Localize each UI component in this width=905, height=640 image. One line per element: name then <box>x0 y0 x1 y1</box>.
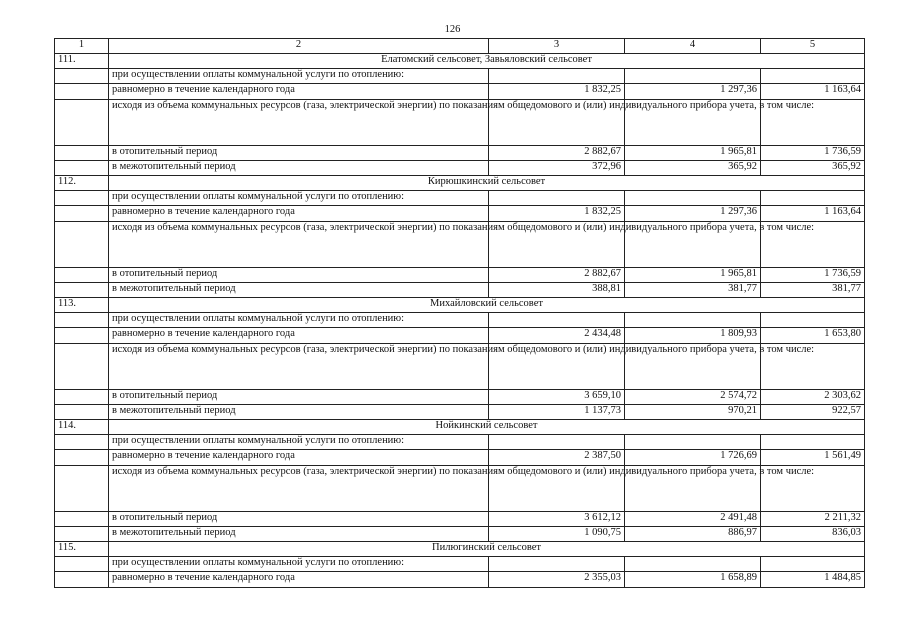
value-cell-col-4: 1 297,36 <box>625 84 761 100</box>
tariff-table-body <box>55 39 865 588</box>
value-cell-col-5: 922,57 <box>761 405 865 420</box>
value-cell-col-4: 381,77 <box>625 283 761 298</box>
row-label: в межотопительный период <box>109 405 489 420</box>
section-header-row <box>55 54 865 69</box>
consumption-row <box>55 100 865 146</box>
index-cell <box>55 344 109 390</box>
index-cell <box>55 435 109 450</box>
value-cell-col-4: 1 965,81 <box>625 146 761 161</box>
index-cell <box>55 100 109 146</box>
intro-row <box>55 191 865 206</box>
value-cell-col-3: 2 882,67 <box>489 268 625 283</box>
empty-cell <box>625 557 761 572</box>
index-cell <box>55 84 109 100</box>
index-cell <box>55 512 109 527</box>
row-label: в межотопительный период <box>109 283 489 298</box>
value-cell-col-4: 886,97 <box>625 527 761 542</box>
value-cell-col-3: 1 137,73 <box>489 405 625 420</box>
empty-cell <box>489 69 625 84</box>
column-number-row <box>55 39 865 54</box>
value-cell-col-3: 1 090,75 <box>489 527 625 542</box>
row-label: в отопительный период <box>109 390 489 405</box>
row-label: равномерно в течение календарного года <box>109 84 489 100</box>
heating-period-row <box>55 268 865 283</box>
value-cell-col-5: 1 484,85 <box>761 572 865 588</box>
index-cell <box>55 283 109 298</box>
uniform-payment-row <box>55 572 865 588</box>
column-header-5: 5 <box>761 39 865 54</box>
empty-cell <box>761 191 865 206</box>
value-cell-col-5: 1 561,49 <box>761 450 865 466</box>
section-index: 115. <box>55 542 109 557</box>
section-header-row <box>55 420 865 435</box>
row-label: при осуществлении оплаты коммунальной услуги по отоплению: <box>109 435 489 450</box>
empty-cell <box>625 313 761 328</box>
value-cell-col-3: 1 832,25 <box>489 84 625 100</box>
value-cell-col-4: 2 574,72 <box>625 390 761 405</box>
empty-cell <box>761 557 865 572</box>
value-cell-col-5: 1 736,59 <box>761 268 865 283</box>
row-label: при осуществлении оплаты коммунальной услуги по отоплению: <box>109 69 489 84</box>
row-label: в межотопительный период <box>109 161 489 176</box>
non-heating-period-row <box>55 283 865 298</box>
column-header-1: 1 <box>55 39 109 54</box>
row-label: исходя из объема коммунальных ресурсов (газа, электрической энергии) по показаниям общедомового и (или) индивидуального прибора учета, в том числе: <box>109 344 489 390</box>
uniform-payment-row <box>55 84 865 100</box>
uniform-payment-row <box>55 450 865 466</box>
section-title: Кирюшкинский сельсовет <box>109 176 865 191</box>
non-heating-period-row <box>55 527 865 542</box>
empty-cell <box>625 435 761 450</box>
section-title: Нойкинский сельсовет <box>109 420 865 435</box>
section-title: Михайловский сельсовет <box>109 298 865 313</box>
intro-row <box>55 435 865 450</box>
index-cell <box>55 466 109 512</box>
row-label: в межотопительный период <box>109 527 489 542</box>
intro-row <box>55 69 865 84</box>
empty-cell <box>761 313 865 328</box>
value-cell-col-4: 1 297,36 <box>625 206 761 222</box>
index-cell <box>55 328 109 344</box>
row-label: в отопительный период <box>109 268 489 283</box>
index-cell <box>55 69 109 84</box>
uniform-payment-row <box>55 206 865 222</box>
intro-row <box>55 557 865 572</box>
heating-period-row <box>55 512 865 527</box>
page-number: 126 <box>444 24 461 35</box>
index-cell <box>55 405 109 420</box>
row-label: исходя из объема коммунальных ресурсов (газа, электрической энергии) по показаниям общедомового и (или) индивидуального прибора учета, в том числе: <box>109 222 489 268</box>
row-label: равномерно в течение календарного года <box>109 206 489 222</box>
uniform-payment-row <box>55 328 865 344</box>
value-cell-col-5: 1 163,64 <box>761 84 865 100</box>
value-cell-col-3: 2 882,67 <box>489 146 625 161</box>
column-header-3: 3 <box>489 39 625 54</box>
value-cell-col-3: 372,96 <box>489 161 625 176</box>
value-cell-col-5: 381,77 <box>761 283 865 298</box>
index-cell <box>55 161 109 176</box>
empty-cell <box>489 313 625 328</box>
value-cell-col-5: 836,03 <box>761 527 865 542</box>
value-cell-col-3: 3 612,12 <box>489 512 625 527</box>
section-title: Елатомский сельсовет, Завьяловский сельсовет <box>109 54 865 69</box>
intro-row <box>55 313 865 328</box>
empty-cell <box>489 435 625 450</box>
section-header-row <box>55 542 865 557</box>
value-cell-col-3: 2 387,50 <box>489 450 625 466</box>
index-cell <box>55 557 109 572</box>
empty-cell <box>489 557 625 572</box>
row-label: при осуществлении оплаты коммунальной услуги по отоплению: <box>109 191 489 206</box>
row-label: равномерно в течение календарного года <box>109 572 489 588</box>
value-cell-col-5: 2 303,62 <box>761 390 865 405</box>
empty-cell <box>625 69 761 84</box>
value-cell-col-5: 1 653,80 <box>761 328 865 344</box>
value-cell-col-4: 1 726,69 <box>625 450 761 466</box>
section-header-row <box>55 298 865 313</box>
index-cell <box>55 268 109 283</box>
section-index: 113. <box>55 298 109 313</box>
column-header-2: 2 <box>109 39 489 54</box>
index-cell <box>55 313 109 328</box>
value-cell-col-3: 2 355,03 <box>489 572 625 588</box>
index-cell <box>55 390 109 405</box>
row-label: исходя из объема коммунальных ресурсов (газа, электрической энергии) по показаниям общедомового и (или) индивидуального прибора учета, в том числе: <box>109 466 489 512</box>
index-cell <box>55 206 109 222</box>
value-cell-col-3: 3 659,10 <box>489 390 625 405</box>
consumption-row <box>55 344 865 390</box>
empty-cell <box>489 191 625 206</box>
index-cell <box>55 450 109 466</box>
value-cell-col-3: 388,81 <box>489 283 625 298</box>
index-cell <box>55 572 109 588</box>
heating-period-row <box>55 146 865 161</box>
section-header-row <box>55 176 865 191</box>
empty-cell <box>761 435 865 450</box>
value-cell-col-5: 2 211,32 <box>761 512 865 527</box>
tariff-table <box>54 38 865 588</box>
value-cell-col-4: 970,21 <box>625 405 761 420</box>
section-index: 111. <box>55 54 109 69</box>
row-label: равномерно в течение календарного года <box>109 328 489 344</box>
value-cell-col-4: 1 658,89 <box>625 572 761 588</box>
value-cell-col-3: 2 434,48 <box>489 328 625 344</box>
section-index: 114. <box>55 420 109 435</box>
empty-cell <box>761 69 865 84</box>
section-index: 112. <box>55 176 109 191</box>
index-cell <box>55 191 109 206</box>
row-label: в отопительный период <box>109 512 489 527</box>
index-cell <box>55 146 109 161</box>
value-cell-col-5: 1 163,64 <box>761 206 865 222</box>
consumption-row <box>55 466 865 512</box>
heating-period-row <box>55 390 865 405</box>
row-label: в отопительный период <box>109 146 489 161</box>
non-heating-period-row <box>55 161 865 176</box>
empty-cell <box>625 191 761 206</box>
value-cell-col-4: 365,92 <box>625 161 761 176</box>
row-label: при осуществлении оплаты коммунальной услуги по отоплению: <box>109 557 489 572</box>
row-label: исходя из объема коммунальных ресурсов (газа, электрической энергии) по показаниям общедомового и (или) индивидуального прибора учета, в том числе: <box>109 100 489 146</box>
value-cell-col-5: 365,92 <box>761 161 865 176</box>
value-cell-col-5: 1 736,59 <box>761 146 865 161</box>
non-heating-period-row <box>55 405 865 420</box>
index-cell <box>55 222 109 268</box>
section-title: Пилюгинский сельсовет <box>109 542 865 557</box>
consumption-row <box>55 222 865 268</box>
value-cell-col-3: 1 832,25 <box>489 206 625 222</box>
row-label: равномерно в течение календарного года <box>109 450 489 466</box>
column-header-4: 4 <box>625 39 761 54</box>
value-cell-col-4: 2 491,48 <box>625 512 761 527</box>
index-cell <box>55 527 109 542</box>
value-cell-col-4: 1 965,81 <box>625 268 761 283</box>
value-cell-col-4: 1 809,93 <box>625 328 761 344</box>
row-label: при осуществлении оплаты коммунальной услуги по отоплению: <box>109 313 489 328</box>
